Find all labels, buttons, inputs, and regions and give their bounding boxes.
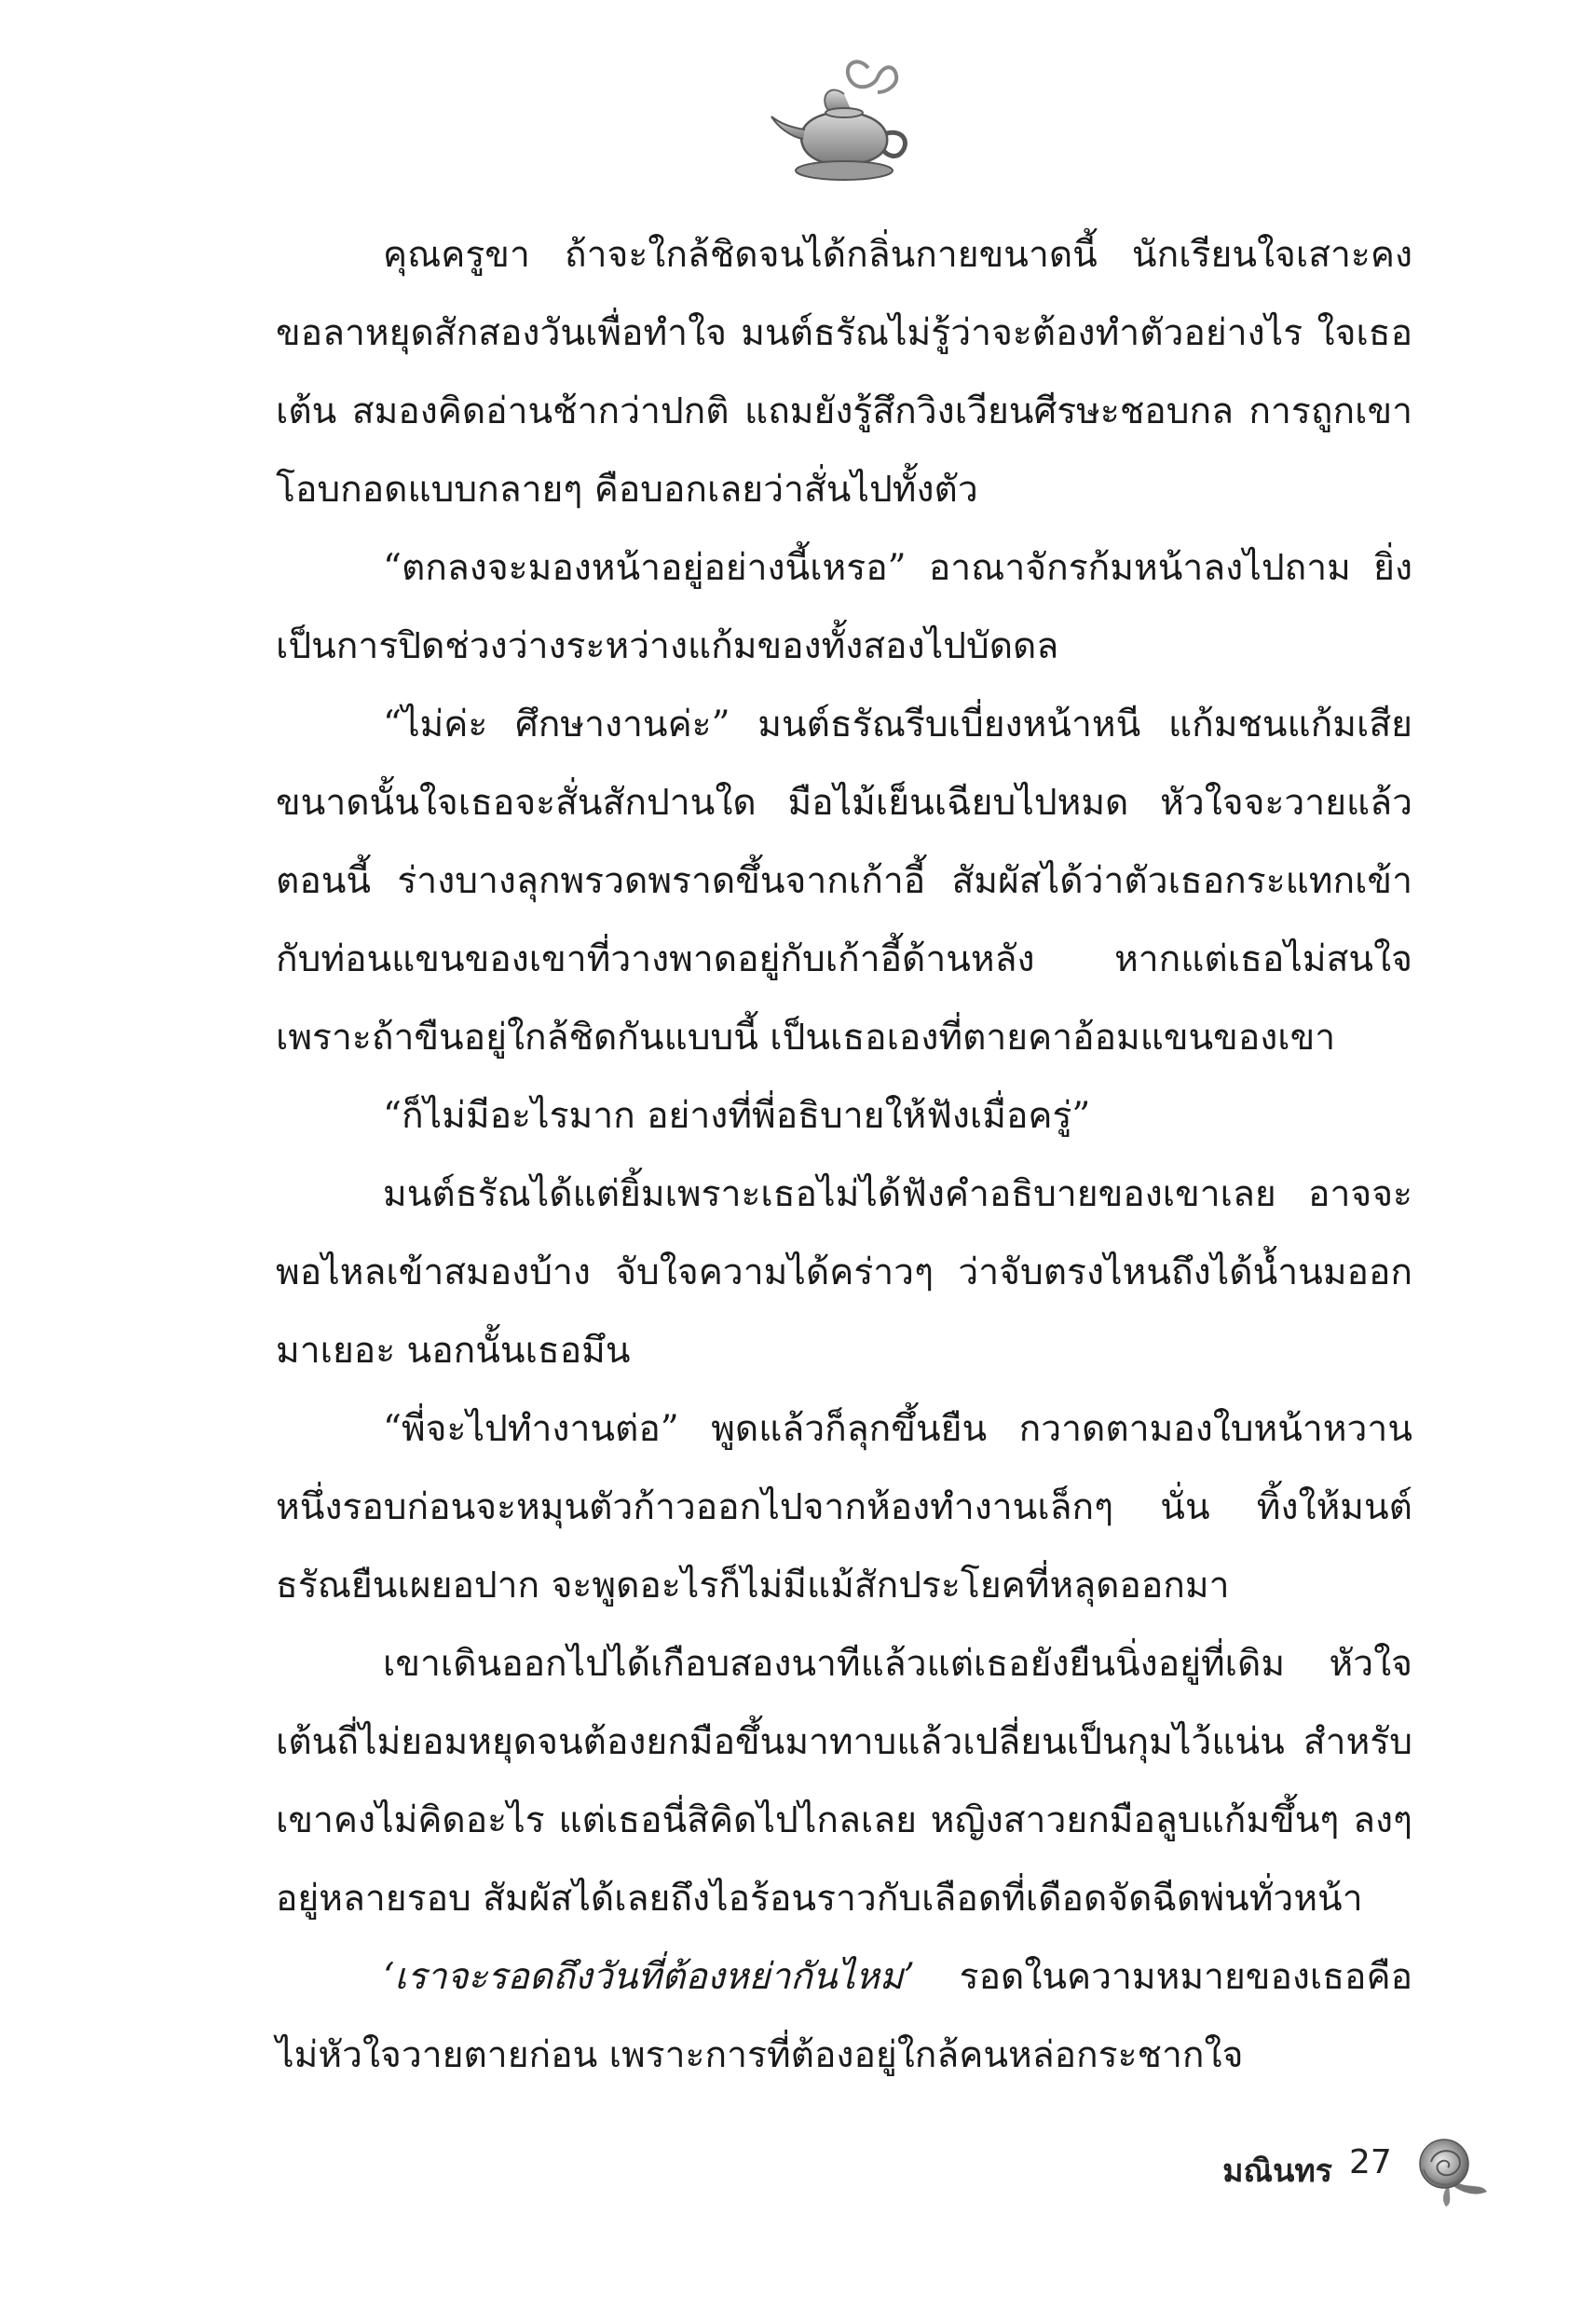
- paragraph-text: เขาเดินออกไปได้เกือบสองนาทีแล้วแต่เธอยังยืนนิ่งอยู่ที่เดิม หัวใจเต้นถี่ไม่ยอมหยุดจนต้องยกมือขึ้นมาทาบแล้วเปลี่ยนเป็นกุมไว้แน่น สำหรับเขาคงไม่คิดอะไร แต่เธอนี่สิคิดไปไกลเลย หญิงสาวยกมือลูบแก้มขึ้นๆ ลงๆ อยู่หลายรอบ สัมผัสได้เลยถึงไอร้อนราวกับเลือดที่เดือดจัดฉีดพ่นทั่วหน้า: [276, 1643, 1412, 1920]
- paragraph-text: “ตกลงจะมองหน้าอยู่อย่างนี้เหรอ” อาณาจักรก้มหน้าลงไปถาม ยิ่งเป็นการปิดช่วงว่างระหว่างแก้มของทั้งสองไปบัดดล: [276, 547, 1412, 667]
- page-footer: [1099, 2125, 1472, 2208]
- author-name: มณินทร: [1222, 2153, 1332, 2190]
- paragraph: [276, 529, 1412, 686]
- italic-text: ‘เราจะรอดถึงวันที่ต้องหย่ากันไหม’: [383, 1956, 915, 1998]
- paragraph: [276, 1625, 1412, 1938]
- paragraph: [276, 216, 1412, 529]
- body-text: [276, 216, 1412, 2095]
- paragraph-text: คุณครูขา ถ้าจะใกล้ชิดจนได้กลิ่นกายขนาดนี้ นักเรียนใจเสาะคงขอลาหยุดสักสองวันเพื่อทำใจ มนต์ธรัณไม่รู้ว่าจะต้องทำตัวอย่างไร ใจเธอเต้น สมองคิดอ่านช้ากว่าปกติ แถมยังรู้สึกวิงเวียนศีรษะชอบกล การถูกเขาโอบกอดแบบกลายๆ คือบอกเลยว่าสั่นไปทั้งตัว: [276, 234, 1412, 511]
- teapot-swan-emblem-icon: [764, 51, 913, 191]
- paragraph: [276, 1077, 1412, 1156]
- paragraph-text: “ก็ไม่มีอะไรมาก อย่างที่พี่อธิบายให้ฟังเมื่อครู่”: [383, 1095, 1091, 1137]
- paragraph: [276, 1938, 1412, 2095]
- page-number: 27: [1349, 2143, 1392, 2181]
- paragraph-text: รอดในความหมายของเธอคือไม่หัวใจวายตายก่อน เพราะการที่ต้องอยู่ใกล้คนหล่อกระชากใจ: [276, 1956, 1412, 2076]
- paragraph: [276, 1156, 1412, 1390]
- paragraph-text: “ไม่ค่ะ ศึกษางานค่ะ” มนต์ธรัณรีบเบี่ยงหน้าหนี แก้มชนแก้มเสียขนาดนั้นใจเธอจะสั่นสักปานใด มือไม้เย็นเฉียบไปหมด หัวใจจะวายแล้วตอนนี้ ร่างบางลุกพรวดพราดขึ้นจากเก้าอี้ สัมผัสได้ว่าตัวเธอกระแทกเข้ากับท่อนแขนของเขาที่วางพาดอยู่กับเก้าอี้ด้านหลัง หากแต่เธอไม่สนใจ เพราะถ้าขืนอยู่ใกล้ชิดกันแบบนี้ เป็นเธอเองที่ตายคาอ้อมแขนของเขา: [276, 704, 1412, 1059]
- paragraph-text: “พี่จะไปทำงานต่อ” พูดแล้วก็ลุกขึ้นยืน กวาดตามองใบหน้าหวานหนึ่งรอบก่อนจะหมุนตัวก้าวออกไปจากห้องทำงานเล็กๆ นั่น ทิ้งให้มนต์ธรัณยืนเผยอปาก จะพูดอะไรก็ไม่มีแม้สักประโยคที่หลุดออกมา: [276, 1408, 1412, 1607]
- rose-ornament-icon: [1407, 2125, 1491, 2208]
- paragraph-text: มนต์ธรัณได้แต่ยิ้มเพราะเธอไม่ได้ฟังคำอธิบายของเขาเลย อาจจะพอไหลเข้าสมองบ้าง จับใจความได้คร่าวๆ ว่าจับตรงไหนถึงได้น้ำนมออกมาเยอะ นอกนั้นเธอมึน: [276, 1173, 1412, 1372]
- paragraph: [276, 686, 1412, 1077]
- paragraph: [276, 1390, 1412, 1625]
